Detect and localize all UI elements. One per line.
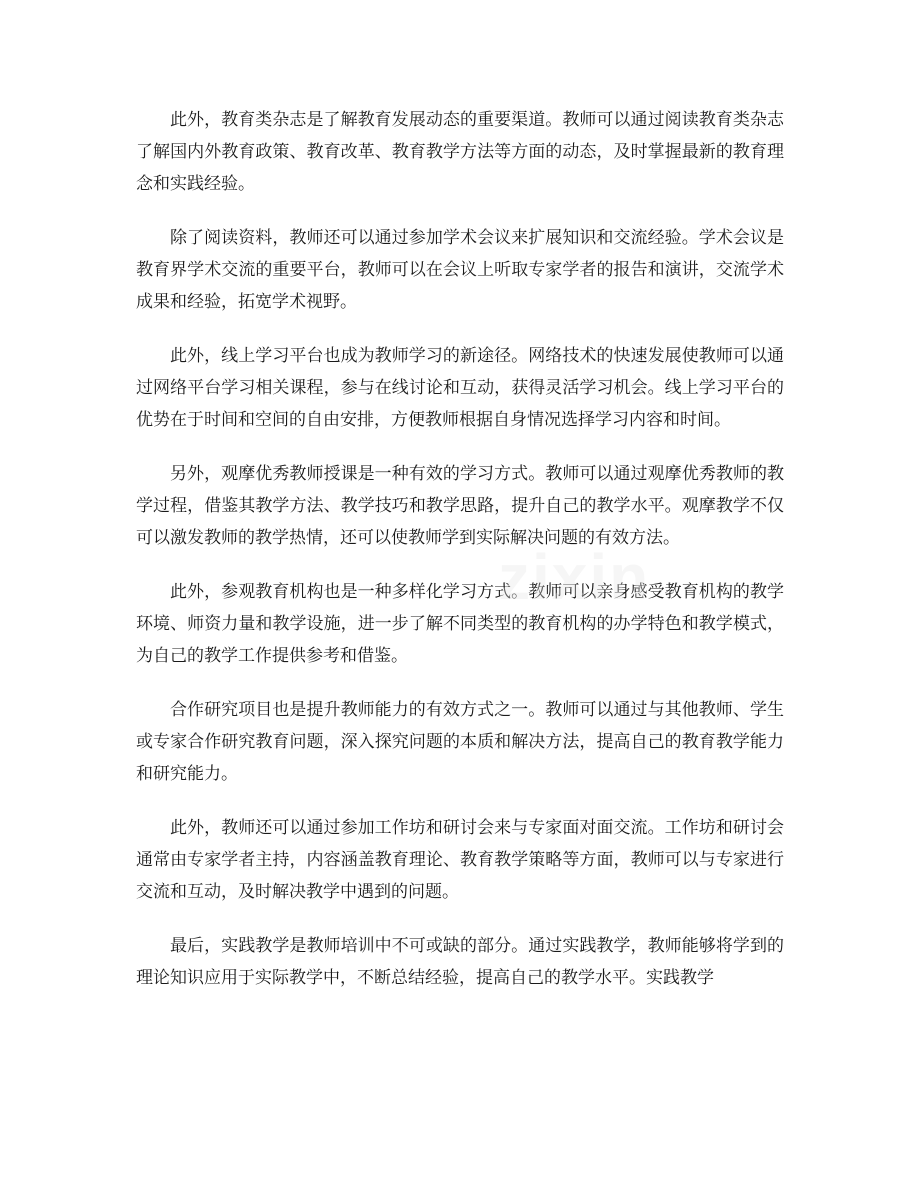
- paragraph-7: 此外，教师还可以通过参加工作坊和研讨会来与专家面对面交流。工作坊和研讨会通常由专家学者主持，内容涵盖教育理论、教育教学策略等方面，教师可以与专家进行交流和互动，及时解决教学中遇到的问题。: [136, 818, 784, 902]
- document-body: [136, 104, 784, 1016]
- watermark: zixin: [498, 541, 651, 613]
- paragraph-2: 除了阅读资料，教师还可以通过参加学术会议来扩展知识和交流经验。学术会议是教育界学术交流的重要平台，教师可以在会议上听取专家学者的报告和演讲，交流学术成果和经验，拓宽学术视野。: [136, 228, 784, 312]
- paragraph-8: 最后，实践教学是教师培训中不可或缺的部分。通过实践教学，教师能够将学到的理论知识应用于实际教学中，不断总结经验，提高自己的教学水平。实践教学: [136, 936, 784, 988]
- paragraph-6: 合作研究项目也是提升教师能力的有效方式之一。教师可以通过与其他教师、学生或专家合作研究教育问题，深入探究问题的本质和解决方法，提高自己的教育教学能力和研究能力。: [136, 700, 784, 784]
- paragraph-3: 此外，线上学习平台也成为教师学习的新途径。网络技术的快速发展使教师可以通过网络平台学习相关课程，参与在线讨论和互动，获得灵活学习机会。线上学习平台的优势在于时间和空间的自由安排，方便教师根据自身情况选择学习内容和时间。: [136, 346, 784, 430]
- paragraph-1: 此外，教育类杂志是了解教育发展动态的重要渠道。教师可以通过阅读教育类杂志了解国内外教育政策、教育改革、教育教学方法等方面的动态，及时掌握最新的教育理念和实践经验。: [136, 110, 784, 194]
- paragraph-5: 此外，参观教育机构也是一种多样化学习方式。教师可以亲身感受教育机构的教学环境、师资力量和教学设施，进一步了解不同类型的教育机构的办学特色和教学模式，为自己的教学工作提供参考和借鉴。: [136, 582, 784, 666]
- paragraph-4: 另外，观摩优秀教师授课是一种有效的学习方式。教师可以通过观摩优秀教师的教学过程，借鉴其教学方法、教学技巧和教学思路，提升自己的教学水平。观摩教学不仅可以激发教师的教学热情，还可以使教师学到实际解决问题的有效方法。: [136, 464, 784, 548]
